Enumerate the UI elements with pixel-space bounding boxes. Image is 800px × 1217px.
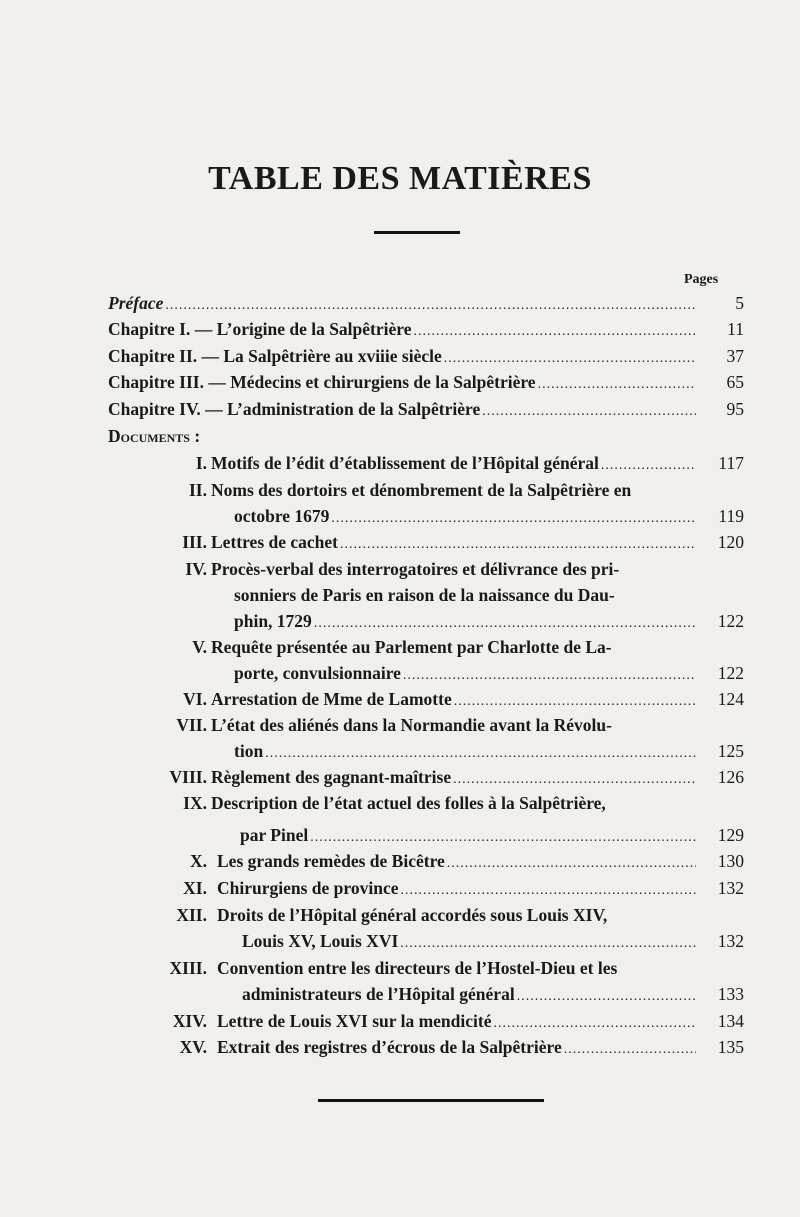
documents-heading: Documents : [108,426,201,446]
doc-number: XV. [179,1037,207,1057]
toc-entry-chapter-3[interactable] [108,369,700,395]
toc-entry-page: 124 [717,689,744,709]
toc-entry-page: 120 [717,532,744,552]
doc-number: VI. [183,689,207,709]
toc-entry-chapter-4[interactable] [108,396,700,422]
toc-document-12[interactable] [242,928,700,954]
toc-entry-page: 122 [717,611,744,631]
toc-entry-label: Chapitre III. — Médecins et chirurgiens de la Salpêtrière [108,372,536,392]
toc-document-8[interactable] [211,764,700,790]
doc-title-line: Procès-verbal des interrogatoires et délivrance des pri- [211,559,620,579]
toc-document-9[interactable] [240,822,700,848]
doc-title-line: L’état des aliénés dans la Normandie avant la Révolu- [211,715,612,735]
toc-entry-label: Chapitre IV. — L’administration de la Salpêtrière [108,399,481,419]
leader-dots [517,984,696,1010]
pages-column-label: Pages [684,272,719,287]
toc-entry-page: 5 [735,293,744,313]
toc-entry-page: 117 [718,453,744,473]
doc-title-line: Description de l’état actuel des folles à la Salpêtrière, [211,793,606,813]
doc-number: VIII. [169,767,207,787]
doc-title-line: Requête présentée au Parlement par Charlotte de La- [211,637,612,657]
toc-entry-chapter-2[interactable] [108,343,700,369]
toc-entry-page: 126 [717,767,744,787]
toc-document-2[interactable] [234,503,700,529]
doc-title-line: Lettres de cachet [211,532,338,552]
toc-entry-page: 119 [718,506,744,526]
doc-title-line: Droits de l’Hôpital général accordés sous Louis XIV, [217,905,608,925]
doc-title-line: Les grands remèdes de Bicêtre [217,851,445,871]
toc-document-13[interactable] [242,981,700,1007]
toc-document-14[interactable] [217,1008,700,1034]
leader-dots [400,931,696,957]
toc-entry-page: 135 [717,1037,744,1057]
leader-dots [564,1037,696,1063]
toc-document-7[interactable] [234,738,700,764]
doc-title-line: Extrait des registres d’écrous de la Salpêtrière [217,1037,562,1057]
toc-entry-page: 37 [726,346,744,366]
doc-number: III. [182,532,207,552]
leader-dots [401,878,697,904]
leader-dots [447,851,696,877]
toc-entry-label: Chapitre I. — L’origine de la Salpêtrière [108,319,412,339]
toc-document-11[interactable] [217,875,700,901]
doc-number: IV. [185,559,207,579]
doc-title-line: Convention entre les directeurs de l’Hostel-Dieu et les [217,958,618,978]
doc-number: V. [192,637,207,657]
doc-title-line: sonniers de Paris en raison de la naissance du Dau- [234,585,615,605]
toc-entry-page: 11 [727,319,744,339]
toc-entry-page: 133 [717,984,744,1004]
toc-entry-chapter-1[interactable] [108,316,700,342]
title-rule [374,231,460,234]
toc-entry-page: 95 [726,399,744,419]
toc-entry-page: 134 [717,1011,744,1031]
leader-dots [601,453,696,479]
doc-number: XII. [176,905,207,925]
doc-number: VII. [176,715,207,735]
doc-title-line: octobre 1679 [234,506,330,526]
toc-document-10[interactable] [217,848,700,874]
toc-entry-label: Chapitre II. — La Salpêtrière au xviiie siècle [108,346,442,366]
toc-entry-page: 130 [717,851,744,871]
doc-number: I. [195,453,207,473]
toc-entry-page: 125 [717,741,744,761]
doc-title-line: porte, convulsionnaire [234,663,401,683]
doc-title-line: Arrestation de Mme de Lamotte [211,689,452,709]
doc-title-line: Chirurgiens de province [217,878,399,898]
doc-title-line: tion [234,741,264,761]
toc-document-1[interactable] [211,450,700,476]
toc-document-5[interactable] [234,660,700,686]
doc-number: II. [189,480,207,500]
toc-entry-page: 122 [717,663,744,683]
doc-title-line: phin, 1729 [234,611,312,631]
toc-entry-page: 65 [726,372,744,392]
doc-title-line: Louis XV, Louis XVI [242,931,399,951]
page-title: TABLE DES MATIÈRES [208,160,592,197]
toc-entry-label: Préface [108,293,164,313]
end-rule [318,1099,544,1102]
toc-document-15[interactable] [217,1034,700,1060]
leader-dots [340,532,696,558]
doc-title-line: Règlement des gagnant-maîtrise [211,767,452,787]
doc-title-line: par Pinel [240,825,309,845]
doc-title-line: administrateurs de l’Hôpital général [242,984,515,1004]
toc-entry-page: 129 [717,825,744,845]
doc-title-line: Lettre de Louis XVI sur la mendicité [217,1011,492,1031]
doc-number: IX. [183,793,207,813]
toc-document-4[interactable] [234,608,700,634]
doc-number: XIII. [169,958,207,978]
leader-dots [538,372,696,398]
doc-title-line: Motifs de l’édit d’établissement de l’Hôpital général [211,453,599,473]
doc-number: X. [189,851,207,871]
leader-dots [482,399,696,425]
doc-number: XI. [183,878,207,898]
toc-entry-page: 132 [717,878,744,898]
leader-dots [413,319,696,345]
doc-number: XIV. [172,1011,207,1031]
doc-title-line: Noms des dortoirs et dénombrement de la Salpêtrière en [211,480,632,500]
toc-entry-page: 132 [717,931,744,951]
toc-entry-preface[interactable] [108,290,700,316]
toc-document-6[interactable] [211,686,700,712]
toc-document-3[interactable] [211,529,700,555]
